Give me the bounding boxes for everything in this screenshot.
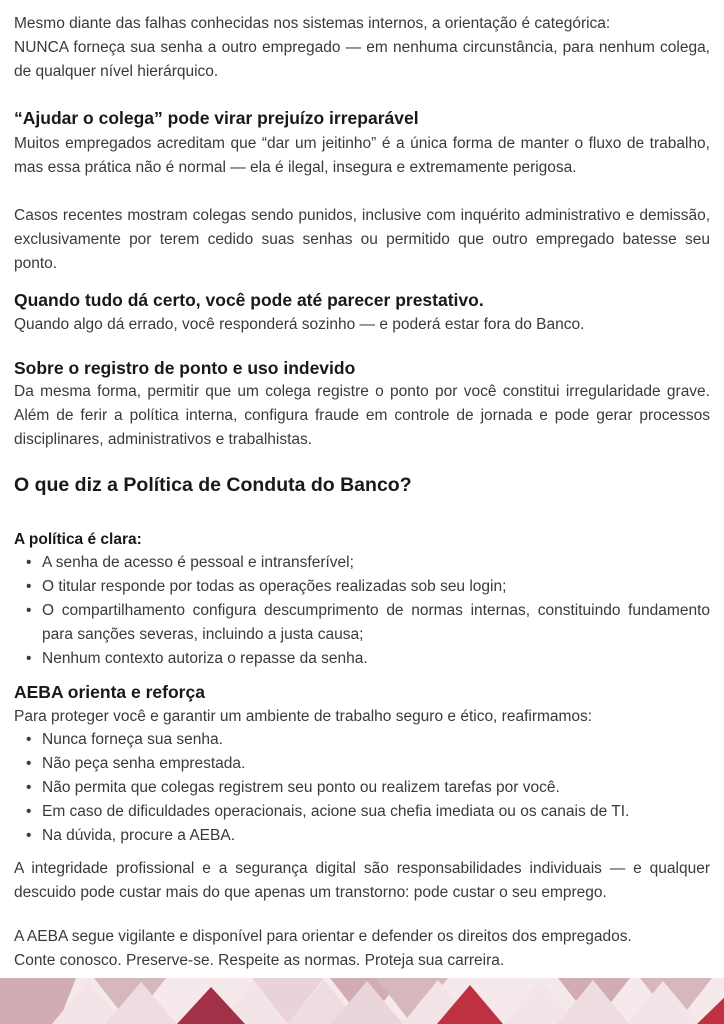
bullet-marker: • (26, 803, 32, 820)
bullet-marker: • (26, 755, 32, 772)
paragraph-registro-ponto: Da mesma forma, permitir que um colega registre o ponto por você constitui irregularidade grave. Além de ferir a política interna, configura fraude em controle de jornada e pode gerar processos disciplinares, administrativos e trabalhistas. (14, 383, 710, 448)
bullet-text: Não permita que colegas registrem seu ponto ou realizem tarefas por você. (42, 779, 560, 796)
paragraph-jeitinho: Muitos empregados acreditam que “dar um jeitinho” é a única forma de manter o fluxo de trabalho, mas essa prática não é normal — ela é ilegal, insegura e extremamente perigosa. (14, 135, 710, 176)
bullet-text: Nunca forneça sua senha. (42, 731, 223, 748)
bullet-text: Em caso de dificuldades operacionais, acione sua chefia imediata ou os canais de TI. (42, 803, 630, 820)
bullet-item (14, 800, 710, 824)
bullet-marker: • (26, 602, 32, 619)
bullet-text: A senha de acesso é pessoal e intransferível; (42, 554, 354, 571)
policy-bullet-list (14, 551, 710, 671)
bullet-item (14, 647, 710, 671)
paragraph-proteger-voce: Para proteger você e garantir um ambiente de trabalho seguro e ético, reafirmamos: (14, 708, 593, 725)
bullet-item (14, 575, 710, 599)
bullet-item (14, 776, 710, 800)
closing-line-1: A AEBA segue vigilante e disponível para orientar e defender os direitos dos empregados. (14, 928, 632, 945)
bullet-text: Não peça senha emprestada. (42, 755, 246, 772)
intro-line-1: Mesmo diante das falhas conhecidas nos sistemas internos, a orientação é categórica: (14, 15, 611, 32)
closing-line-2: Conte conosco. Preserve-se. Respeite as normas. Proteja sua carreira. (14, 952, 505, 969)
paragraph-casos-recentes: Casos recentes mostram colegas sendo punidos, inclusive com inquérito administrativo e demissão, exclusivamente por terem cedido suas senhas ou permitido que outro empregado batesse seu ponto. (14, 207, 710, 272)
section-heading-politica-conduta: O que diz a Política de Conduta do Banco? (14, 474, 412, 496)
intro-paragraph (14, 12, 710, 84)
paragraph-integridade: A integridade profissional e a segurança digital são responsabilidades individuais — e qualquer descuido pode custar mais do que apenas um transtorno: pode custar o seu emprego. (14, 860, 710, 901)
bullet-text: O titular responde por todas as operações realizadas sob seu login; (42, 578, 507, 595)
bullet-marker: • (26, 650, 32, 667)
section-heading-aeba-orienta: AEBA orienta e reforça (14, 682, 205, 702)
bullet-text: Nenhum contexto autoriza o repasse da senha. (42, 650, 368, 667)
bullet-item (14, 551, 710, 575)
aeba-bullet-list (14, 728, 710, 848)
bullet-text: Na dúvida, procure a AEBA. (42, 827, 236, 844)
closing-paragraph (14, 925, 710, 973)
bullet-item (14, 752, 710, 776)
bullet-marker: • (26, 827, 32, 844)
bullet-item (14, 824, 710, 848)
bullet-marker: • (26, 731, 32, 748)
paragraph-quando-algo-da-errado: Quando algo dá errado, você responderá sozinho — e poderá estar fora do Banco. (14, 316, 585, 333)
section-heading-ajudar-colega: “Ajudar o colega” pode virar prejuízo irreparável (14, 108, 419, 128)
intro-line-2: NUNCA forneça sua senha a outro empregado — em nenhuma circunstância, para nenhum colega, de qualquer nível hierárquico. (14, 39, 710, 80)
footer-triangle-pattern (0, 978, 724, 1024)
section-heading-quando-tudo-da-certo: Quando tudo dá certo, você pode até parecer prestativo. (14, 290, 484, 310)
bullet-item (14, 599, 710, 647)
bullet-marker: • (26, 554, 32, 571)
bullet-item (14, 728, 710, 752)
bullet-marker: • (26, 578, 32, 595)
bullet-text: O compartilhamento configura descumprimento de normas internas, constituindo fundamento para sanções severas, incluindo a justa causa; (42, 602, 710, 643)
section-heading-registro-de-ponto: Sobre o registro de ponto e uso indevido (14, 358, 356, 378)
subheading-politica-clara: A política é clara: (14, 531, 142, 548)
bullet-marker: • (26, 779, 32, 796)
